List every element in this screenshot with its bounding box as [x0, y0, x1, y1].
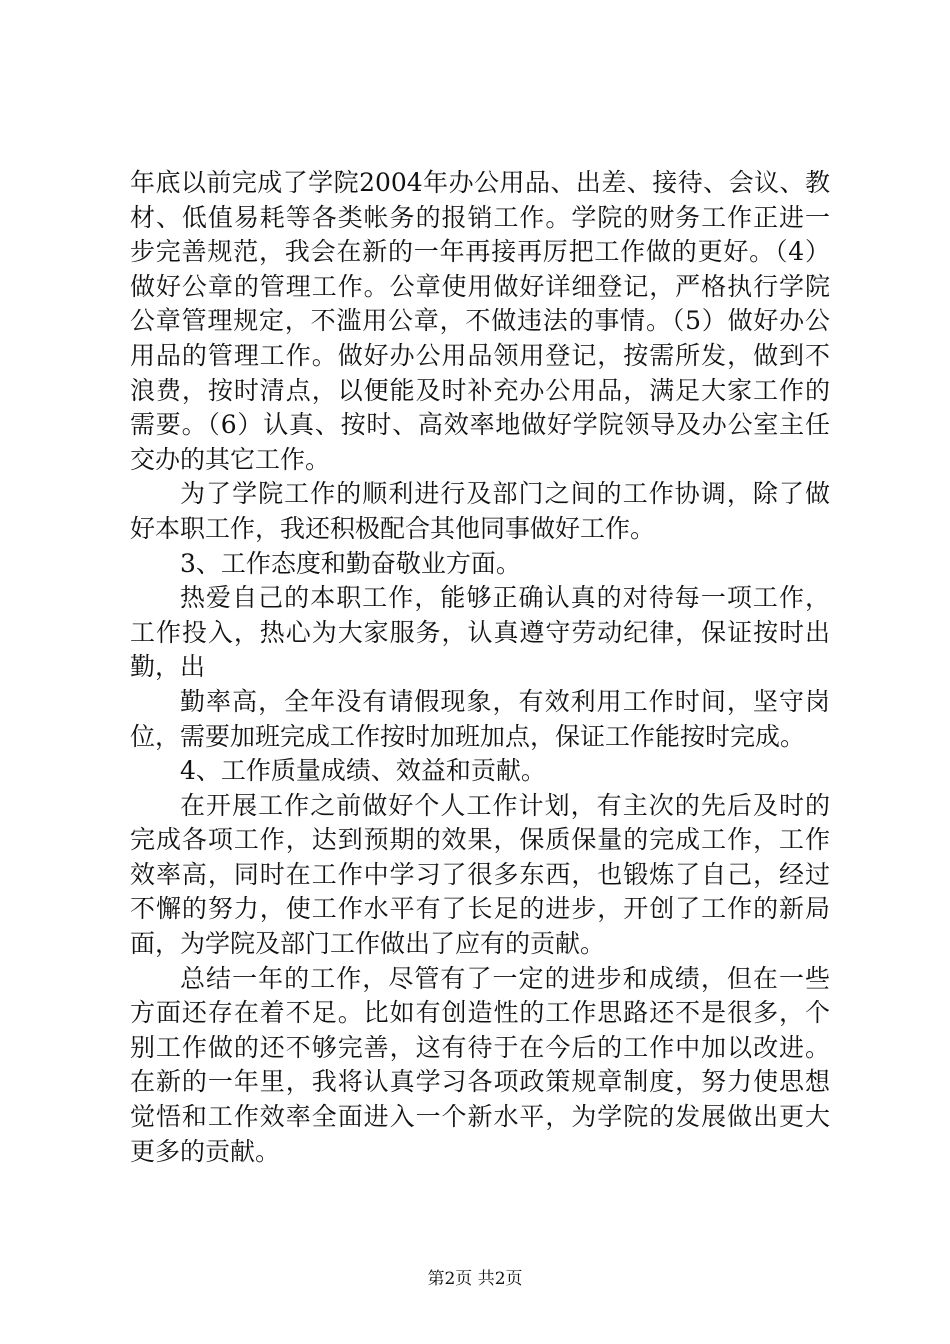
- text-line: 面，为学院及部门工作做出了应有的贡献。: [130, 929, 606, 959]
- text-line: 公章管理规定，不滥用公章，不做违法的事情。（5）做好办公: [130, 306, 830, 336]
- text-line: 用品的管理工作。做好办公用品领用登记，按需所发，做到不: [130, 340, 830, 370]
- paragraph-first-line: 总结一年的工作，尽管有了一定的进步和成绩，但在一些: [180, 963, 830, 993]
- text-line: 交办的其它工作。: [130, 444, 331, 474]
- text-line: 别工作做的还不够完善，这有待于在今后的工作中加以改进。: [130, 1032, 830, 1062]
- text-line: 不懈的努力，使工作水平有了长足的进步，开创了工作的新局: [130, 894, 830, 924]
- text-line: 效率高，同时在工作中学习了很多东西，也锻炼了自己，经过: [130, 859, 830, 889]
- text-line: 步完善规范，我会在新的一年再接再厉把工作做的更好。（4）: [130, 237, 830, 267]
- text-line: 勤，出: [130, 652, 206, 682]
- section-heading: 3、工作态度和勤奋敬业方面。: [180, 548, 521, 578]
- text-line: 材、低值易耗等各类帐务的报销工作。学院的财务工作正进一: [130, 202, 830, 232]
- text-line: 工作投入，热心为大家服务，认真遵守劳动纪律，保证按时出: [130, 617, 830, 647]
- text-line: 做好公章的管理工作。公章使用做好详细登记，严格执行学院: [130, 271, 830, 301]
- paragraph-first-line: 热爱自己的本职工作，能够正确认真的对待每一项工作，: [180, 583, 830, 613]
- text-line: 好本职工作，我还积极配合其他同事做好工作。: [130, 513, 656, 543]
- text-line: 年底以前完成了学院2004年办公用品、出差、接待、会议、教: [130, 168, 830, 197]
- text-line: 更多的贡献。: [130, 1136, 281, 1166]
- section-heading: 4、工作质量成绩、效益和贡献。: [180, 756, 546, 786]
- text-line: 觉悟和工作效率全面进入一个新水平，为学院的发展做出更大: [130, 1102, 830, 1132]
- text-line: 位，需要加班完成工作按时加班加点，保证工作能按时完成。: [130, 721, 806, 751]
- text-line: 在新的一年里，我将认真学习各项政策规章制度，努力使思想: [130, 1067, 830, 1097]
- page-footer: [0, 1268, 950, 1290]
- text-line: 方面还存在着不足。比如有创造性的工作思路还不是很多，个: [130, 998, 830, 1028]
- paragraph-first-line: 为了学院工作的顺利进行及部门之间的工作协调，除了做: [180, 479, 830, 509]
- page-number-label: 第2页 共2页: [427, 1269, 523, 1289]
- paragraph-first-line: 勤率高，全年没有请假现象，有效利用工作时间，坚守岗: [180, 686, 830, 716]
- paragraph-first-line: 在开展工作之前做好个人工作计划，有主次的先后及时的: [180, 790, 830, 820]
- text-line: 完成各项工作，达到预期的效果，保质保量的完成工作，工作: [130, 825, 830, 855]
- text-line: 需要。（6）认真、按时、高效率地做好学院领导及办公室主任: [130, 410, 830, 440]
- body-text: [130, 166, 830, 1169]
- text-line: 浪费，按时清点，以便能及时补充办公用品，满足大家工作的: [130, 375, 830, 405]
